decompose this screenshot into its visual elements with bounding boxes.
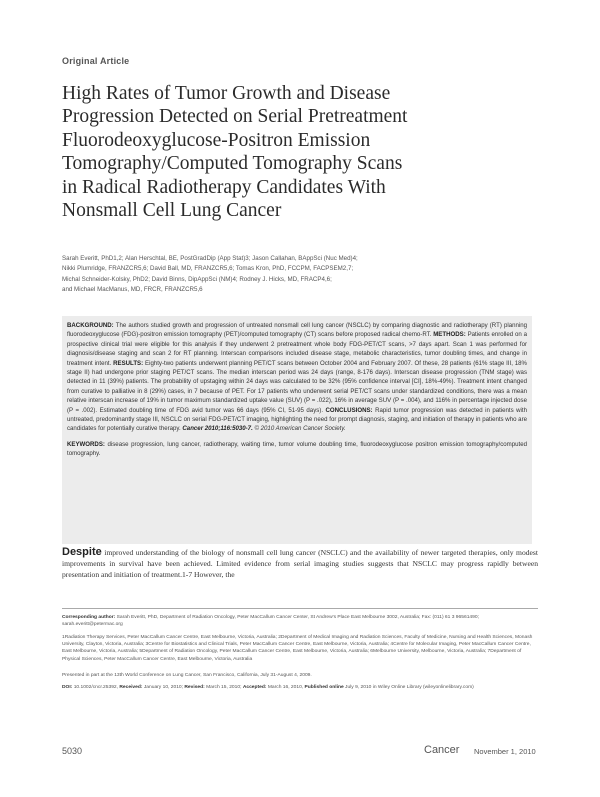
received-label: Received: (119, 685, 143, 690)
intro-text: improved understanding of the biology of nonsmall cell lung cancer (NSCLC) and the availability of newer targeted therapies, only modest improvements in survival have been achieved. Limited evidence from serial imaging studies suggests that NSCLC may progress rapidly between presentation and initiation of treatment.1-7 However, the (62, 548, 538, 580)
conclusions-text: Rapid tumor progression was detected in patients with untreated, predominantly stage III, NSCLC on serial FDG-PET/CT imaging, highlighting the need for prompt diagnosis, staging, and initiation of therapy in patients who are candidates for potentially curative therapy. (67, 406, 527, 433)
page-number: 5030 (62, 746, 83, 756)
keywords-text: disease progression, lung cancer, radiotherapy, waiting time, tumor volume doubling time, fluorodeoxyglucose positron emission tomography/computed tomography. (67, 440, 528, 458)
issue-date: November 1, 2010 (474, 747, 536, 756)
publication-history (62, 684, 538, 691)
background-text: The authors studied growth and progression of untreated nonsmall cell lung cancer (NSCLC) by comparing diagnostic and radiotherapy (RT) planning fluorodeoxyglucose (FDG)-positron emission tomography (PET)/computed tomography (CT) scans before proposed radical chemo-RT. (67, 322, 528, 339)
published-label: Published online (304, 685, 344, 690)
results-text: Eighty-two patients underwent planning PET/CT scans between October 2004 and February 2007. Of these, 28 patients (61% stage III, 18% stage II) had undergone prior staging PET/CT scans. The median interscan period was 24 days (range, 8-176 days). Interscan disease progression (TNM stage) was detected in 11 (39%) patients. The probability of upstaging within 24 days was calculated to be 32% (95% confidence interval [CI], 18%-49%). Treatment intent changed from curative to palliative in 8 (29%) cases, in 7 because of PET. For 17 patients who underwent serial PET/CT scans under standardized conditions, there was a mean relative interscan increase of 19% in tumor maximum standardized uptake value (SUV) (P = .022), 16% in average SUV (P = .004), and 116% in percentage injected dose (P = .002). Estimated doubling time of FDG avid tumor was 66 days (95% CI, 51-95 days). (67, 359, 527, 414)
accepted-value: March 16, 2010, (267, 685, 304, 690)
affiliations: 1Radiation Therapy Services, Peter MacCallum Cancer Centre, East Melbourne, Victoria, Australia; 2Department of Medical Imaging and Radiation Sciences, Faculty of Medicine, Nursing and Health Sciences, Monash University, Clayton, Victoria, Australia; 3Centre for Biostatistics and Clinical Trials, Peter MacCallum Cancer Centre, East Melbourne, Victoria, Australia; 4Centre for Molecular Imaging, Peter MacCallum Cancer Centre, East Melbourne, Victoria, Australia; 5Department of Radiation Oncology, Peter MacCallum Cancer Centre, East Melbourne, Victoria, Australia; 6Melbourne University, Melbourne, Victoria, Australia; 7Department of Physical Sciences, Peter MacCallum Cancer Centre, East Melbourne, Victoria, Australia (62, 635, 533, 662)
published-value: July 9, 2010 in Wiley Online Library (wileyonlinelibrary.com) (345, 685, 474, 690)
conclusions-label: CONCLUSIONS: (325, 406, 373, 414)
title-line: Progression Detected on Serial Pretreatment (62, 106, 408, 128)
journal-name: Cancer (424, 744, 460, 756)
author-line: and Michael MacManus, MD, FRCR, FRANZCR5,6 (62, 286, 203, 294)
keywords (67, 440, 527, 459)
article-type-label: Original Article (62, 56, 130, 66)
correspondence-label: Corresponding author: (62, 615, 116, 620)
correspondence-text: Sarah Everitt, PhD, Department of Radiation Oncology, Peter MacCallum Cancer Center, St Andrew's Place East Melbourne 3002, Australia; Fax: (011) 61 3 96561490; sarah.everitt@petermac.org (62, 615, 479, 628)
abstract-text (67, 321, 527, 434)
received-value: January 10, 2010; (143, 685, 183, 690)
title-line: Fluorodeoxyglucose-Positron Emission (62, 129, 371, 151)
title-line: Tomography/Computed Tomography Scans (62, 153, 403, 175)
revised-value: March 15, 2010; (206, 685, 242, 690)
abstract-box (62, 316, 532, 544)
author-list (62, 254, 522, 296)
copyright: © 2010 American Cancer Society. (254, 425, 346, 433)
doi-value: 10.1002/cncr.25392, (73, 685, 119, 690)
author-line: Nikki Plumridge, FRANZCR5,6; David Ball, MD, FRANZCR5,6; Tomas Kron, PhD, FCCPM, FACPSEM2,7; (62, 265, 354, 273)
correspondence-note (62, 614, 538, 628)
author-line: Sarah Everitt, PhD1,2; Alan Herschtal, BE, PostGradDip (App Stat)3; Jason Callahan, BAppSci (Nuc Med)4; (62, 255, 358, 262)
footnote-divider (62, 608, 538, 609)
title-line: Nonsmall Cell Lung Cancer (62, 200, 282, 222)
presented-note: Presented in part at the 13th World Conference on Lung Cancer, San Francisco, California, July 31-August 4, 2009. (62, 673, 312, 678)
methods-label: METHODS: (433, 331, 466, 339)
author-line: Michal Schneider-Kolsky, PhD2; David Binns, DipAppSci (NM)4; Rodney J. Hicks, MD, FRACP4,6; (62, 275, 332, 283)
intro-paragraph (62, 547, 538, 581)
results-label: RESULTS: (113, 359, 144, 367)
background-label: BACKGROUND: (67, 322, 114, 329)
revised-label: Revised: (184, 685, 205, 690)
title-line: in Radical Radiotherapy Candidates With (62, 176, 386, 198)
methods-text: Patients enrolled on a prospective clinical trial were eligible for this analysis if they underwent 2 pretreatment whole body FDG-PET/CT scans, >7 days apart. Scan 1 was performed for diagnosis/disease staging and scan 2 for RT planning. Interscan comparisons included disease stage, metabolic characteristics, tumor doubling times, and change in treatment intent. (67, 331, 527, 367)
keywords-label: KEYWORDS: (67, 440, 105, 448)
title-line: High Rates of Tumor Growth and Disease (62, 83, 391, 104)
accepted-label: Accepted: (242, 685, 267, 690)
citation: Cancer 2010;116:5030-7. (182, 425, 253, 433)
article-title (62, 82, 482, 222)
dropcap-word: Despite (62, 546, 102, 558)
doi-label: DOI: (62, 685, 73, 690)
